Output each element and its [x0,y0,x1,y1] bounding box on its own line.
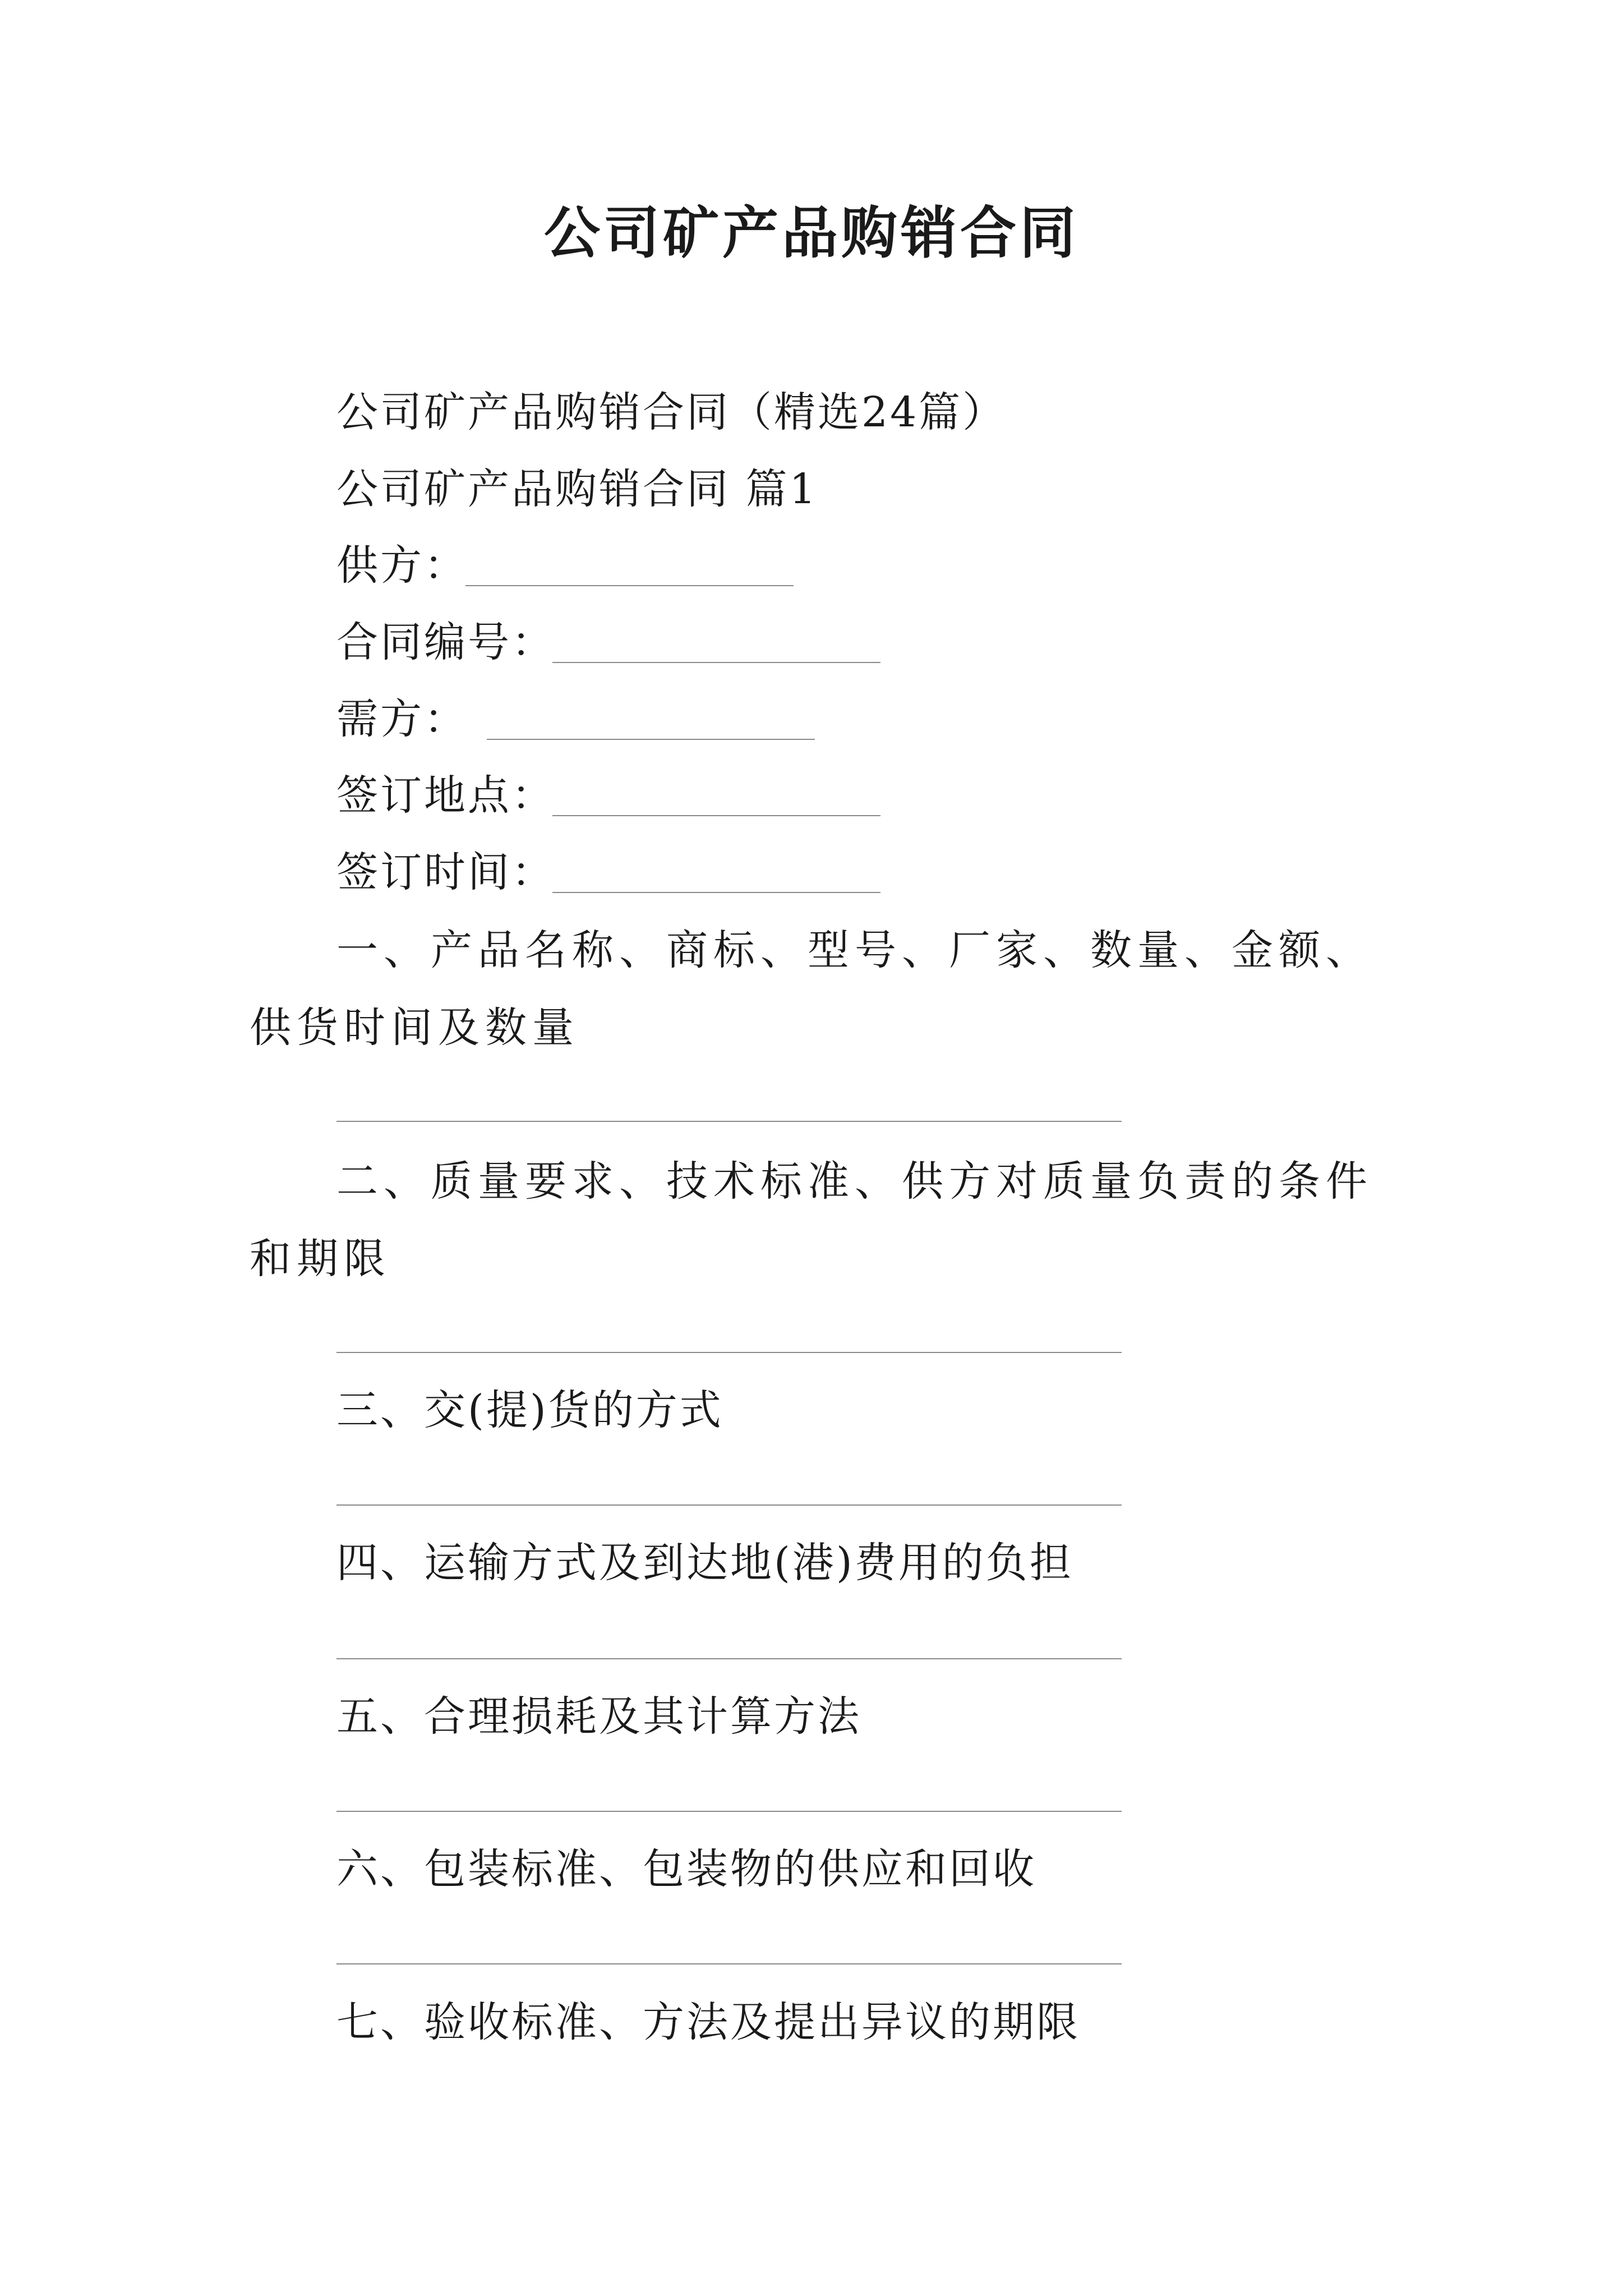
clause-5: 五、合理损耗及其计算方法 [336,1692,861,1741]
clause-2-blank[interactable] [336,1352,1122,1353]
field-buyer-blank[interactable] [487,739,815,740]
field-sign-time-label: 签订时间： [336,848,555,896]
section-heading: 公司矿产品购销合同 篇1 [336,465,818,513]
document-title: 公司矿产品购销合同 [544,200,1079,266]
clause-1: 一、产品名称、商标、型号、厂家、数量、金额、供货时间及数量 [250,926,1373,1052]
field-sign-place-label: 签订地点： [336,771,555,820]
clause-5-blank[interactable] [336,1811,1122,1812]
clause-2: 二、质量要求、技术标准、供方对质量负责的条件和期限 [250,1157,1373,1283]
clause-3: 三、交(提)货的方式 [336,1386,723,1434]
clause-1-blank[interactable] [336,1121,1122,1122]
clause-4: 四、运输方式及到达地(港)费用的负担 [336,1539,1073,1587]
field-supplier-label: 供方： [336,541,468,590]
field-supplier-blank[interactable] [465,585,794,586]
field-contract-no-label: 合同编号： [336,618,555,666]
field-contract-no-blank[interactable] [552,662,880,663]
clause-6-blank[interactable] [336,1963,1122,1964]
field-buyer-label: 需方： [336,695,468,743]
field-sign-place-blank[interactable] [552,815,880,816]
clause-6: 六、包装标准、包装物的供应和回收 [336,1845,1036,1893]
clause-3-blank[interactable] [336,1504,1122,1506]
clause-7: 七、验收标准、方法及提出异议的期限 [336,1998,1080,2046]
field-sign-time-blank[interactable] [552,892,880,893]
clause-4-blank[interactable] [336,1658,1122,1659]
subtitle: 公司矿产品购销合同（精选24篇） [336,388,1007,436]
